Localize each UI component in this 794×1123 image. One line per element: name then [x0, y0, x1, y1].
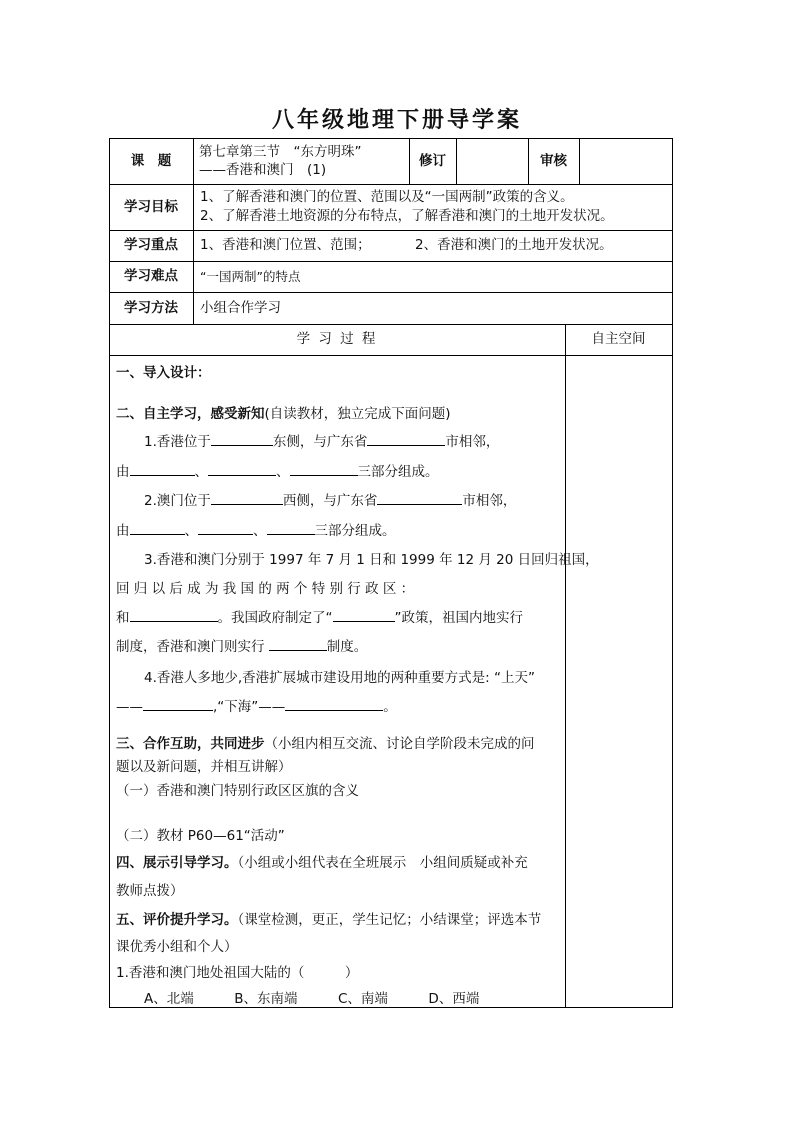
q-text: 三部分组成。	[314, 523, 396, 539]
revise-value[interactable]	[456, 138, 528, 184]
answer-blank[interactable]	[198, 522, 253, 535]
section-heading: 五、评价提升学习。	[116, 912, 238, 928]
q-text: 、	[276, 464, 290, 480]
q-text: 由	[116, 523, 130, 539]
question-line	[144, 430, 499, 450]
question-line	[116, 635, 367, 655]
chapter-line1: 第七章第三节 “东方明珠”	[199, 144, 362, 160]
question-line: 回 归 以 后 成 为 我 国 的 两 个 特 别 行 政 区 ：	[116, 581, 415, 597]
answer-blank[interactable]	[290, 463, 358, 476]
question-line: 3.香港和澳门分别于 1997 年 7 月 1 日和 1999 年 12 月 20 日回归祖国，	[144, 552, 599, 568]
q-text: 、	[253, 523, 267, 539]
q-text: 、	[194, 464, 208, 480]
mc-question: 1.香港和澳门地处祖国大陆的（ ）	[116, 965, 359, 981]
section-self-study	[116, 402, 451, 422]
q-text: 西侧，与广东省	[282, 493, 378, 509]
col-divider	[193, 138, 194, 325]
answer-blank[interactable]	[211, 492, 283, 505]
question-line	[116, 519, 396, 539]
answer-blank[interactable]	[267, 522, 315, 535]
section-heading: 三、合作互助，共同进步	[116, 736, 265, 752]
review-value[interactable]	[579, 138, 672, 184]
section-note: （小组或小组代表在全班展示 小组间质疑或补充	[237, 855, 528, 871]
answer-blank[interactable]	[333, 609, 395, 622]
q-text: ,“下海”——	[213, 699, 286, 715]
review-label: 审核	[540, 153, 567, 169]
revise-label: 修订	[419, 153, 446, 169]
q-text: ”政策，祖国内地实行	[394, 610, 523, 626]
q-text: 东侧，与广东省	[272, 434, 368, 450]
method-text: 小组合作学习	[200, 300, 281, 316]
q-text: 。我国政府制定了“	[217, 610, 333, 626]
q-text: 由	[116, 464, 130, 480]
q-text: 三部分组成。	[357, 464, 439, 480]
question-line	[116, 460, 439, 480]
subsection: （二）教材 P60—61“活动”	[116, 828, 285, 844]
answer-blank[interactable]	[208, 463, 276, 476]
answer-blank[interactable]	[130, 463, 195, 476]
q-text: 2.澳门位于	[144, 493, 211, 509]
q-text: ——	[116, 699, 143, 715]
answer-blank[interactable]	[285, 698, 383, 711]
mc-options: A、北端 B、东南端 C、南端 D、西端	[144, 991, 480, 1007]
ke-ti-label: 课 题	[130, 153, 172, 169]
section-note-line: 课优秀小组和个人）	[116, 939, 238, 955]
answer-blank[interactable]	[269, 638, 327, 651]
q-text: 制度，香港和澳门则实行	[116, 639, 265, 655]
q-text: 和	[116, 610, 130, 626]
goals-text	[200, 188, 670, 226]
answer-blank[interactable]	[130, 522, 185, 535]
answer-blank[interactable]	[143, 698, 213, 711]
focus-item-b: 2、香港和澳门的土地开发状况。	[415, 237, 613, 253]
section-heading: 二、自主学习，感受新知	[116, 406, 265, 422]
difficulty-label: 学习难点	[124, 268, 178, 284]
answer-blank[interactable]	[367, 433, 445, 446]
subsection: （一）香港和澳门特别行政区区旗的含义	[116, 783, 359, 799]
chapter-title	[199, 143, 409, 179]
chapter-line2: ——香港和澳门 (1)	[199, 162, 327, 178]
q-text: 市相邻，	[445, 434, 500, 450]
self-space-area[interactable]	[566, 356, 672, 1007]
question-line	[116, 695, 397, 715]
section-display	[116, 851, 528, 871]
process-header: 学 习 过 程	[296, 331, 378, 347]
answer-blank[interactable]	[211, 433, 273, 446]
goal-item: 2、了解香港土地资源的分布特点，了解香港和澳门的土地开发状况。	[200, 208, 614, 224]
section-note: （课堂检测，更正，学生记忆；小结课堂；评选本节	[237, 912, 542, 928]
focus-label: 学习重点	[124, 237, 178, 253]
section-heading: 四、展示引导学习。	[116, 855, 238, 871]
answer-blank[interactable]	[377, 492, 462, 505]
section-evaluation	[116, 908, 541, 928]
question-line	[116, 606, 523, 626]
focus-item-a: 1、香港和澳门位置、范围；	[200, 237, 371, 253]
table-border-right	[672, 138, 673, 1008]
section-note: （小组内相互交流、讨论自学阶段未完成的问	[264, 736, 535, 752]
q-text: 1.香港位于	[144, 434, 211, 450]
difficulty-text: “一国两制”的特点	[200, 269, 301, 284]
q-text: 制度。	[326, 639, 368, 655]
goal-item: 1、了解香港和澳门的位置、范围以及“一国两制”政策的含义。	[200, 189, 574, 205]
page-title: 八年级地理下册导学案	[271, 108, 522, 133]
section-note: (自读教材，独立完成下面问题)	[264, 406, 451, 422]
section-note-line: 题以及新问题，并相互讲解）	[116, 759, 292, 775]
study-guide-table	[109, 138, 673, 1008]
method-label: 学习方法	[124, 300, 178, 316]
section-cooperation	[116, 732, 535, 752]
question-line: 4.香港人多地少,香港扩展城市建设用地的两种重要方式是: “上天”	[144, 670, 535, 686]
q-text: 。	[383, 699, 397, 715]
section-note-line: 教师点拨）	[116, 883, 184, 899]
q-text: 、	[184, 523, 198, 539]
self-space-header: 自主空间	[591, 331, 646, 347]
goals-label: 学习目标	[124, 199, 178, 215]
question-line	[144, 489, 516, 509]
table-border-bottom	[109, 1007, 673, 1008]
answer-blank[interactable]	[130, 609, 218, 622]
q-text: 市相邻，	[462, 493, 517, 509]
section-intro: 一、导入设计：	[116, 365, 211, 381]
